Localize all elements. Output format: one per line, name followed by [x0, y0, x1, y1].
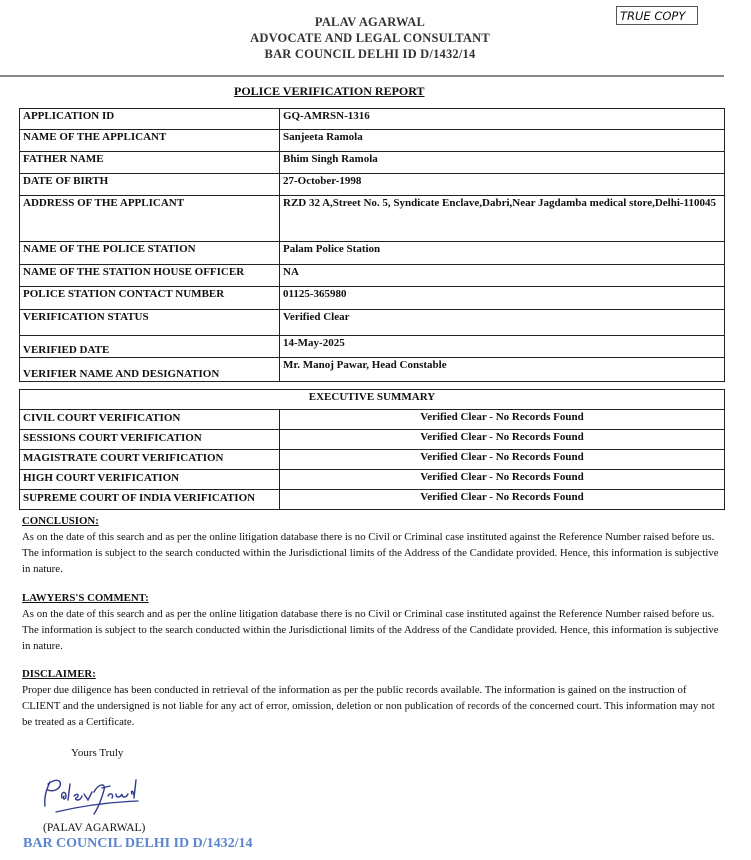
court-label: SUPREME COURT OF INDIA VERIFICATION [20, 490, 280, 510]
table-row [20, 310, 725, 336]
detail-label: NAME OF THE APPLICANT [20, 130, 280, 152]
detail-label: NAME OF THE STATION HOUSE OFFICER [20, 265, 280, 287]
lawyers-comment-text: As on the date of this search and as per the online litigation database there is no Civil or Criminal case instituted against the Reference Number raised before us. The information is subject to the search conducted within the Jurisdictional limits of the Address of the Candidate provided. Hence, this information is subjective in nature. [22, 608, 719, 652]
detail-label: FATHER NAME [20, 152, 280, 174]
court-status: Verified Clear - No Records Found [280, 430, 725, 450]
detail-label: DATE OF BIRTH [20, 174, 280, 196]
table-row [20, 336, 725, 358]
detail-value: 01125-365980 [280, 287, 725, 310]
detail-label: NAME OF THE POLICE STATION [20, 242, 280, 265]
court-label: CIVIL COURT VERIFICATION [20, 410, 280, 430]
header-divider [0, 75, 724, 77]
applicant-details-table [19, 108, 725, 382]
table-header-row [20, 390, 725, 410]
table-row [20, 410, 725, 430]
detail-label: VERIFIED DATE [20, 336, 280, 358]
detail-value: 14-May-2025 [280, 336, 725, 358]
report-title: POLICE VERIFICATION REPORT [234, 84, 425, 98]
lawyers-comment-heading: LAWYERS'S COMMENT: [22, 592, 149, 604]
table-row [20, 470, 725, 490]
conclusion-heading: CONCLUSION: [22, 515, 99, 527]
court-status: Verified Clear - No Records Found [280, 470, 725, 490]
court-status: Verified Clear - No Records Found [280, 450, 725, 470]
table-row [20, 152, 725, 174]
conclusion-section [22, 513, 722, 577]
advocate-name: PALAV AGARWAL [314, 15, 426, 29]
table-row [20, 430, 725, 450]
true-copy-stamp: TRUE COPY [616, 6, 698, 25]
detail-value: NA [280, 265, 725, 287]
detail-label: POLICE STATION CONTACT NUMBER [20, 287, 280, 310]
court-label: HIGH COURT VERIFICATION [20, 470, 280, 490]
signatory-name: (PALAV AGARWAL) [43, 822, 146, 834]
detail-value: RZD 32 A,Street No. 5, Syndicate Enclave,Dabri,Near Jagdamba medical store,Delhi-110045 [280, 196, 725, 242]
executive-summary-table [19, 389, 725, 510]
court-label: MAGISTRATE COURT VERIFICATION [20, 450, 280, 470]
executive-summary-title: EXECUTIVE SUMMARY [20, 390, 725, 410]
table-row [20, 490, 725, 510]
advocate-designation: ADVOCATE AND LEGAL CONSULTANT [250, 31, 490, 45]
disclaimer-text: Proper due diligence has been conducted in retrieval of the information as per the public records available. The information is gained on the instruction of CLIENT and the undersigned is not liable for any act of error, omission, deletion or non publication of records of the concerned court. This information may not be treated as a Certificate. [22, 684, 715, 728]
table-row [20, 358, 725, 382]
disclaimer-section [22, 666, 722, 730]
detail-label: ADDRESS OF THE APPLICANT [20, 196, 280, 242]
detail-value: Verified Clear [280, 310, 725, 336]
signatory-bar-id: BAR COUNCIL DELHI ID D/1432/14 [23, 836, 253, 851]
table-row [20, 287, 725, 310]
advocate-bar-id: BAR COUNCIL DELHI ID D/1432/14 [264, 47, 476, 61]
signature-icon [36, 768, 146, 823]
closing-salutation: Yours Truly [71, 747, 124, 759]
detail-value: GQ-AMRSN-1316 [280, 109, 725, 130]
detail-value: 27-October-1998 [280, 174, 725, 196]
table-row [20, 109, 725, 130]
disclaimer-heading: DISCLAIMER: [22, 668, 96, 680]
detail-value: Mr. Manoj Pawar, Head Constable [280, 358, 725, 382]
table-row [20, 265, 725, 287]
table-row [20, 196, 725, 242]
detail-value: Palam Police Station [280, 242, 725, 265]
detail-label: VERIFIER NAME AND DESIGNATION [20, 358, 280, 382]
detail-label: VERIFICATION STATUS [20, 310, 280, 336]
detail-label: APPLICATION ID [20, 109, 280, 130]
table-row [20, 130, 725, 152]
table-row [20, 174, 725, 196]
table-row [20, 450, 725, 470]
detail-value: Sanjeeta Ramola [280, 130, 725, 152]
court-status: Verified Clear - No Records Found [280, 490, 725, 510]
table-row [20, 242, 725, 265]
detail-value: Bhim Singh Ramola [280, 152, 725, 174]
court-label: SESSIONS COURT VERIFICATION [20, 430, 280, 450]
conclusion-text: As on the date of this search and as per the online litigation database there is no Civil or Criminal case instituted against the Reference Number raised before us. The information is subject to the search conducted within the Jurisdictional limits of the Address of the Candidate provided. Hence, this information is subjective in nature. [22, 531, 719, 575]
court-status: Verified Clear - No Records Found [280, 410, 725, 430]
lawyers-comment-section [22, 590, 722, 654]
